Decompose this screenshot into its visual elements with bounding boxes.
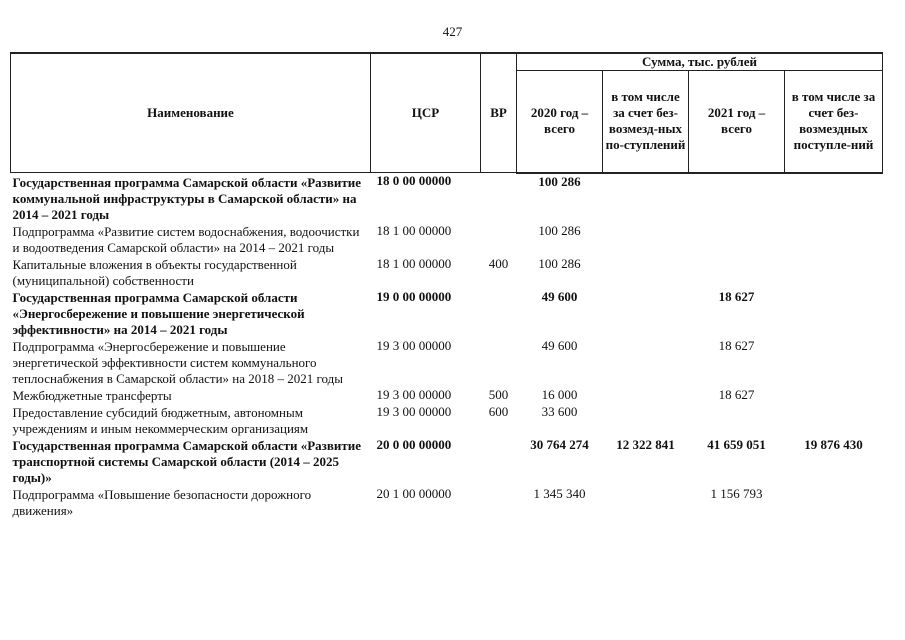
table-row [11,289,883,338]
row-csr: 20 1 00 00000 [376,486,452,501]
row-vr [481,173,517,224]
row-vr [481,338,517,387]
row-2021-incl [785,404,883,437]
row-2020-total: 49 600 [541,289,578,304]
row-vr [481,223,517,256]
row-2021-total: 18 627 [718,387,755,402]
row-2020-total: 1 345 340 [533,486,586,501]
header-2021-incl: в том числе за счет без-возмездных поступле-ний [785,71,883,173]
row-vr [481,437,517,486]
row-2020-total: 49 600 [541,338,578,353]
budget-table [10,52,883,519]
table-row [11,173,883,224]
row-2021-total [689,223,785,256]
row-2021-incl [785,338,883,387]
table-row [11,404,883,437]
header-sum: Сумма, тыс. рублей [517,53,883,71]
row-vr [481,289,517,338]
row-name: Предоставление субсидий бюджетным, автономным учреждениям и иным некоммерческим организациям [12,405,309,436]
row-name: Государственная программа Самарской области «Развитие коммунальной инфраструктуры в Самарской области» на 2014 – 2021 годы [12,175,362,222]
row-name: Подпрограмма «Повышение безопасности дорожного движения» [12,487,312,518]
table-row [11,338,883,387]
row-2020-incl [603,256,689,289]
row-2021-incl [785,173,883,224]
row-2020-total: 30 764 274 [530,437,589,452]
row-vr: 400 [488,256,509,271]
row-2020-incl [603,338,689,387]
header-csr: ЦСР [371,53,481,173]
header-2020-total: 2020 год – всего [517,71,603,173]
row-2021-incl [785,387,883,404]
row-csr: 18 0 00 00000 [376,173,452,188]
row-csr: 18 1 00 00000 [376,256,452,271]
row-2021-incl [785,289,883,338]
row-2021-total [689,404,785,437]
row-csr: 19 0 00 00000 [376,289,452,304]
table-row [11,387,883,404]
row-csr: 19 3 00 00000 [376,404,452,419]
row-2020-incl [603,289,689,338]
row-2021-total [689,256,785,289]
page-number: 427 [442,24,463,39]
row-csr: 18 1 00 00000 [376,223,452,238]
row-2020-incl [603,223,689,256]
row-vr: 500 [488,387,509,402]
row-2020-total: 100 286 [538,223,581,238]
row-name: Капитальные вложения в объекты государственной (муниципальной) собственности [12,257,297,288]
row-2020-total: 33 600 [541,404,578,419]
header-2020-incl: в том числе за счет без-возмезд-ных по-ступлений [603,71,689,173]
row-name: Государственная программа Самарской области «Развитие транспортной системы Самарской области (2014 – 2025 годы)» [12,438,362,485]
row-2020-total: 16 000 [541,387,578,402]
row-2021-total: 18 627 [718,289,755,304]
row-vr: 600 [488,404,509,419]
row-name: Государственная программа Самарской области «Энергосбережение и повышение энергетической эффективности» на 2014 – 2021 годы [12,290,305,337]
row-2020-incl [603,173,689,224]
table-header [11,53,883,173]
table-row [11,486,883,519]
row-2021-incl [785,486,883,519]
row-2021-incl [785,223,883,256]
row-csr: 19 3 00 00000 [376,387,452,402]
row-2021-total: 18 627 [718,338,755,353]
row-2020-incl [603,387,689,404]
table-row [11,223,883,256]
row-name: Подпрограмма «Развитие систем водоснабжения, водоочистки и водоотведения Самарской области» на 2014 – 2021 годы [12,224,360,255]
row-2020-total: 100 286 [538,173,581,189]
row-2020-incl [603,404,689,437]
row-vr [481,486,517,519]
row-2020-incl: 12 322 841 [616,437,675,452]
row-2021-total: 41 659 051 [707,437,766,452]
row-name: Подпрограмма «Энергосбережение и повышение энергетической эффективности систем коммунального теплоснабжения в Самарской области» на 2018 – 2021 годы [12,339,344,386]
row-2021-incl [785,256,883,289]
table-row [11,256,883,289]
row-csr: 20 0 00 00000 [376,437,452,452]
row-csr: 19 3 00 00000 [376,338,452,353]
row-2021-total: 1 156 793 [710,486,763,501]
row-2020-total: 100 286 [538,256,581,271]
row-2020-incl [603,486,689,519]
table-row [11,437,883,486]
header-2021-total: 2021 год – всего [689,71,785,173]
row-2021-total [689,173,785,224]
header-vr: ВР [481,53,517,173]
row-2021-incl: 19 876 430 [804,437,863,452]
table-body [11,173,883,520]
row-name: Межбюджетные трансферты [12,388,172,403]
header-name: Наименование [11,53,371,173]
